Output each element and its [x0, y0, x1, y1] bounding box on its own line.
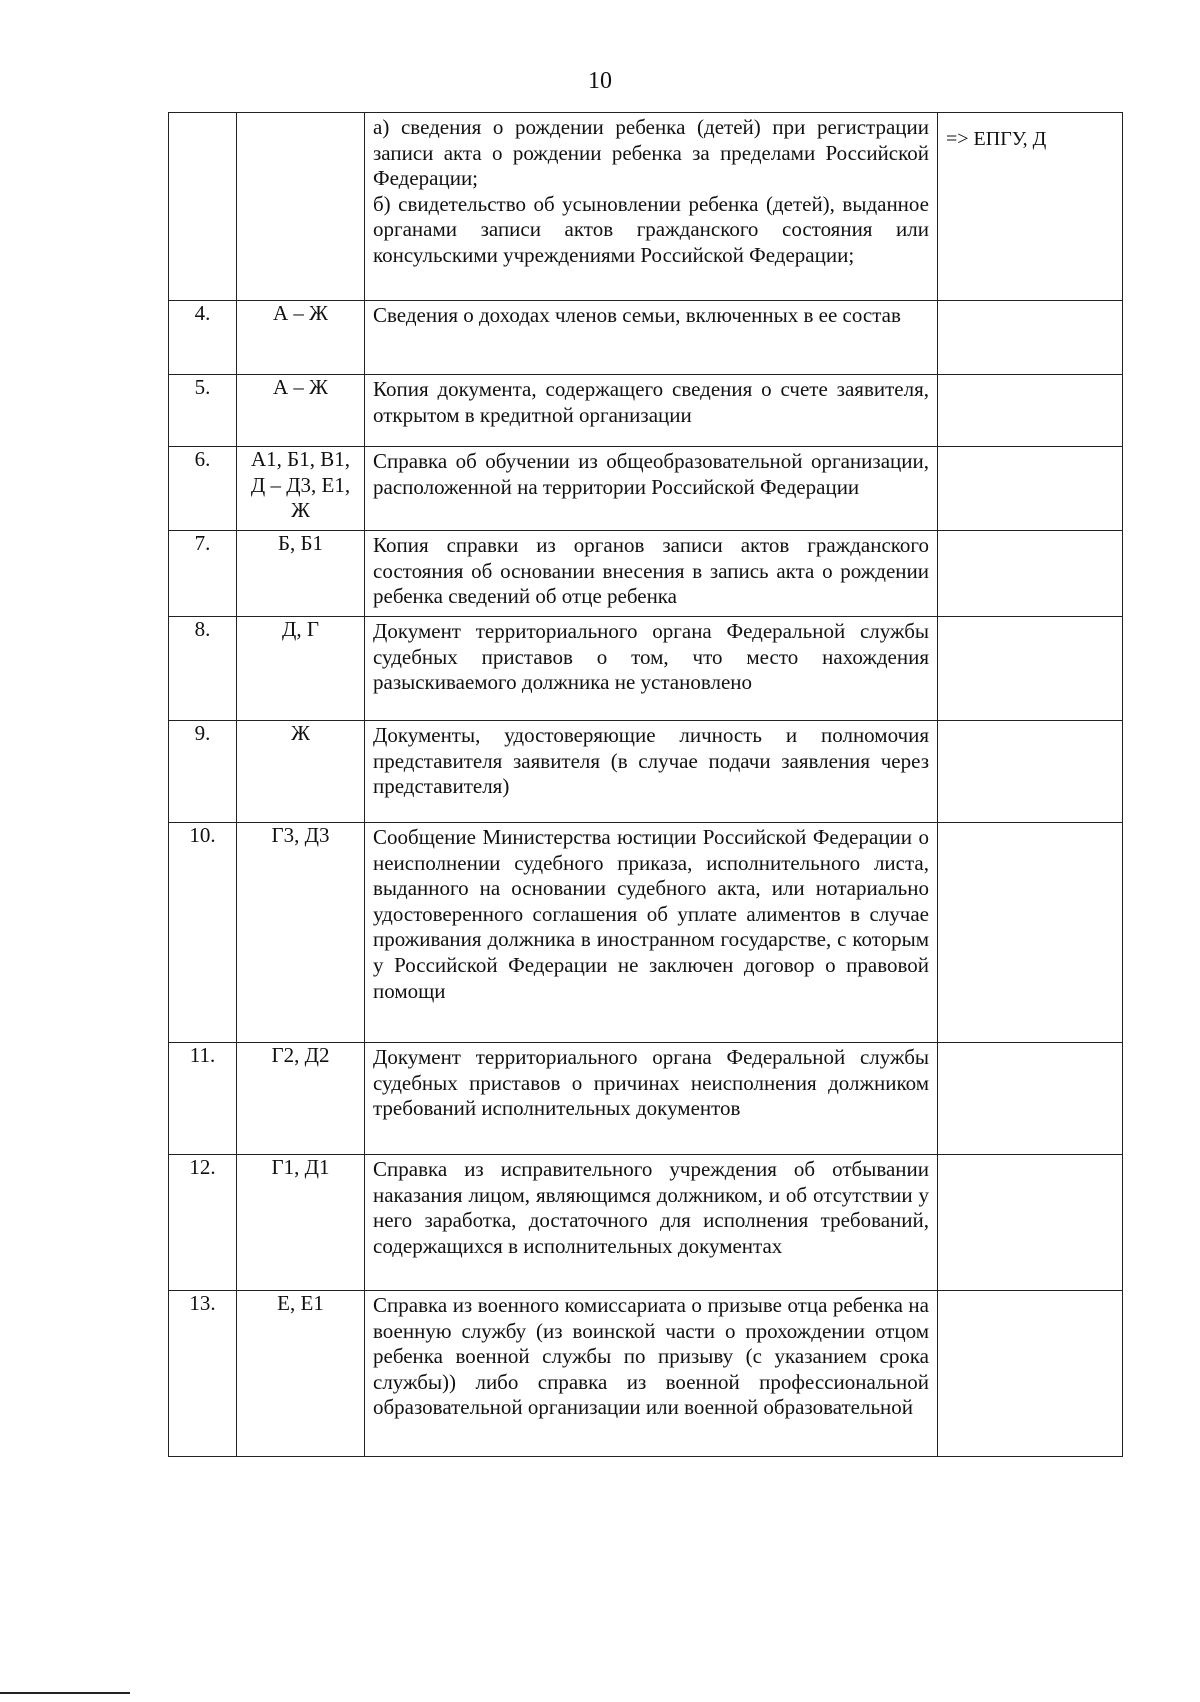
table-row — [169, 1043, 1123, 1155]
table-row — [169, 1155, 1123, 1291]
row-source — [938, 1155, 1123, 1291]
row-source — [938, 375, 1123, 447]
table-row — [169, 721, 1123, 823]
row-category: Д, Г — [237, 617, 365, 721]
description-paragraph: Документ территориального органа Федеральной службы судебных приставов о причинах неисполнения должником требований исполнительных документов — [373, 1045, 929, 1121]
row-source — [938, 1291, 1123, 1457]
row-number: 5. — [169, 375, 237, 447]
table-row — [169, 531, 1123, 617]
table-row — [169, 113, 1123, 301]
row-category: Е, Е1 — [237, 1291, 365, 1457]
row-category — [237, 113, 365, 301]
row-category: А1, Б1, В1, Д – Д3, Е1, Ж — [237, 447, 365, 531]
documents-table — [168, 112, 1123, 1457]
description-paragraph: а) сведения о рождении ребенка (детей) при регистрации записи акта о рождении ребенка за пределами Российской Федерации; — [373, 115, 929, 191]
row-description — [365, 721, 938, 823]
row-source — [938, 301, 1123, 375]
row-category: А – Ж — [237, 301, 365, 375]
row-description — [365, 1043, 938, 1155]
description-paragraph: Сведения о доходах членов семьи, включенных в ее состав — [373, 303, 901, 327]
scan-edge-mark — [0, 1692, 130, 1694]
row-number: 10. — [169, 823, 237, 1043]
row-source — [938, 721, 1123, 823]
row-category: Г2, Д2 — [237, 1043, 365, 1155]
row-number: 12. — [169, 1155, 237, 1291]
row-source: => ЕПГУ, Д — [938, 113, 1123, 301]
row-description — [365, 1291, 938, 1457]
description-paragraph: Справка из военного комиссариата о призыве отца ребенка на военную службу (из воинской части о прохождении отцом ребенка военной службы по призыву (с указанием срока службы)) либо справка из военной профессиональной образовательной организации или военной образовательной — [373, 1293, 929, 1420]
row-description — [365, 531, 938, 617]
row-number: 13. — [169, 1291, 237, 1457]
row-number — [169, 113, 237, 301]
page-number: 10 — [588, 68, 612, 94]
row-category: Г1, Д1 — [237, 1155, 365, 1291]
description-paragraph: Справка об обучении из общеобразовательной организации, расположенной на территории Российской Федерации — [373, 449, 929, 499]
description-paragraph: б) свидетельство об усыновлении ребенка (детей), выданное органами записи актов гражданского состояния или консульскими учреждениями Российской Федерации; — [373, 191, 929, 268]
row-source — [938, 617, 1123, 721]
row-category: Ж — [237, 721, 365, 823]
row-source — [938, 447, 1123, 531]
documents-table-body — [169, 113, 1123, 1457]
row-category: А – Ж — [237, 375, 365, 447]
row-category: Г3, Д3 — [237, 823, 365, 1043]
row-description — [365, 447, 938, 531]
description-paragraph: Сообщение Министерства юстиции Российской Федерации о неисполнении судебного приказа, исполнительного листа, выданного на основании судебного акта, или нотариально удостоверенного соглашения об уплате алиментов в случае проживания должника в иностранном государстве, с которым у Российской Федерации не заключен договор о правовой помощи — [373, 825, 929, 1003]
row-category: Б, Б1 — [237, 531, 365, 617]
description-paragraph: Копия документа, содержащего сведения о счете заявителя, открытом в кредитной организации — [373, 377, 929, 427]
row-number: 4. — [169, 301, 237, 375]
table-row — [169, 375, 1123, 447]
row-number: 9. — [169, 721, 237, 823]
row-source — [938, 1043, 1123, 1155]
table-row — [169, 1291, 1123, 1457]
row-description — [365, 823, 938, 1043]
row-description — [365, 375, 938, 447]
table-row — [169, 823, 1123, 1043]
row-number: 7. — [169, 531, 237, 617]
row-number: 6. — [169, 447, 237, 531]
row-description — [365, 1155, 938, 1291]
description-paragraph: Копия справки из органов записи актов гражданского состояния об основании внесения в запись акта о рождении ребенка сведений об отце ребенка — [373, 533, 929, 609]
description-paragraph: Документ территориального органа Федеральной службы судебных приставов о том, что место нахождения разыскиваемого должника не установлено — [373, 619, 929, 695]
table-row — [169, 301, 1123, 375]
row-source — [938, 823, 1123, 1043]
row-description — [365, 617, 938, 721]
description-paragraph: Справка из исправительного учреждения об отбывании наказания лицом, являющимся должником, и об отсутствии у него заработка, достаточного для исполнения требований, содержащихся в исполнительных документах — [373, 1157, 929, 1258]
table-row — [169, 617, 1123, 721]
table-row — [169, 447, 1123, 531]
row-description — [365, 113, 938, 301]
row-source — [938, 531, 1123, 617]
description-paragraph: Документы, удостоверяющие личность и полномочия представителя заявителя (в случае подачи заявления через представителя) — [373, 723, 929, 799]
row-number: 11. — [169, 1043, 237, 1155]
row-number: 8. — [169, 617, 237, 721]
row-description — [365, 301, 938, 375]
